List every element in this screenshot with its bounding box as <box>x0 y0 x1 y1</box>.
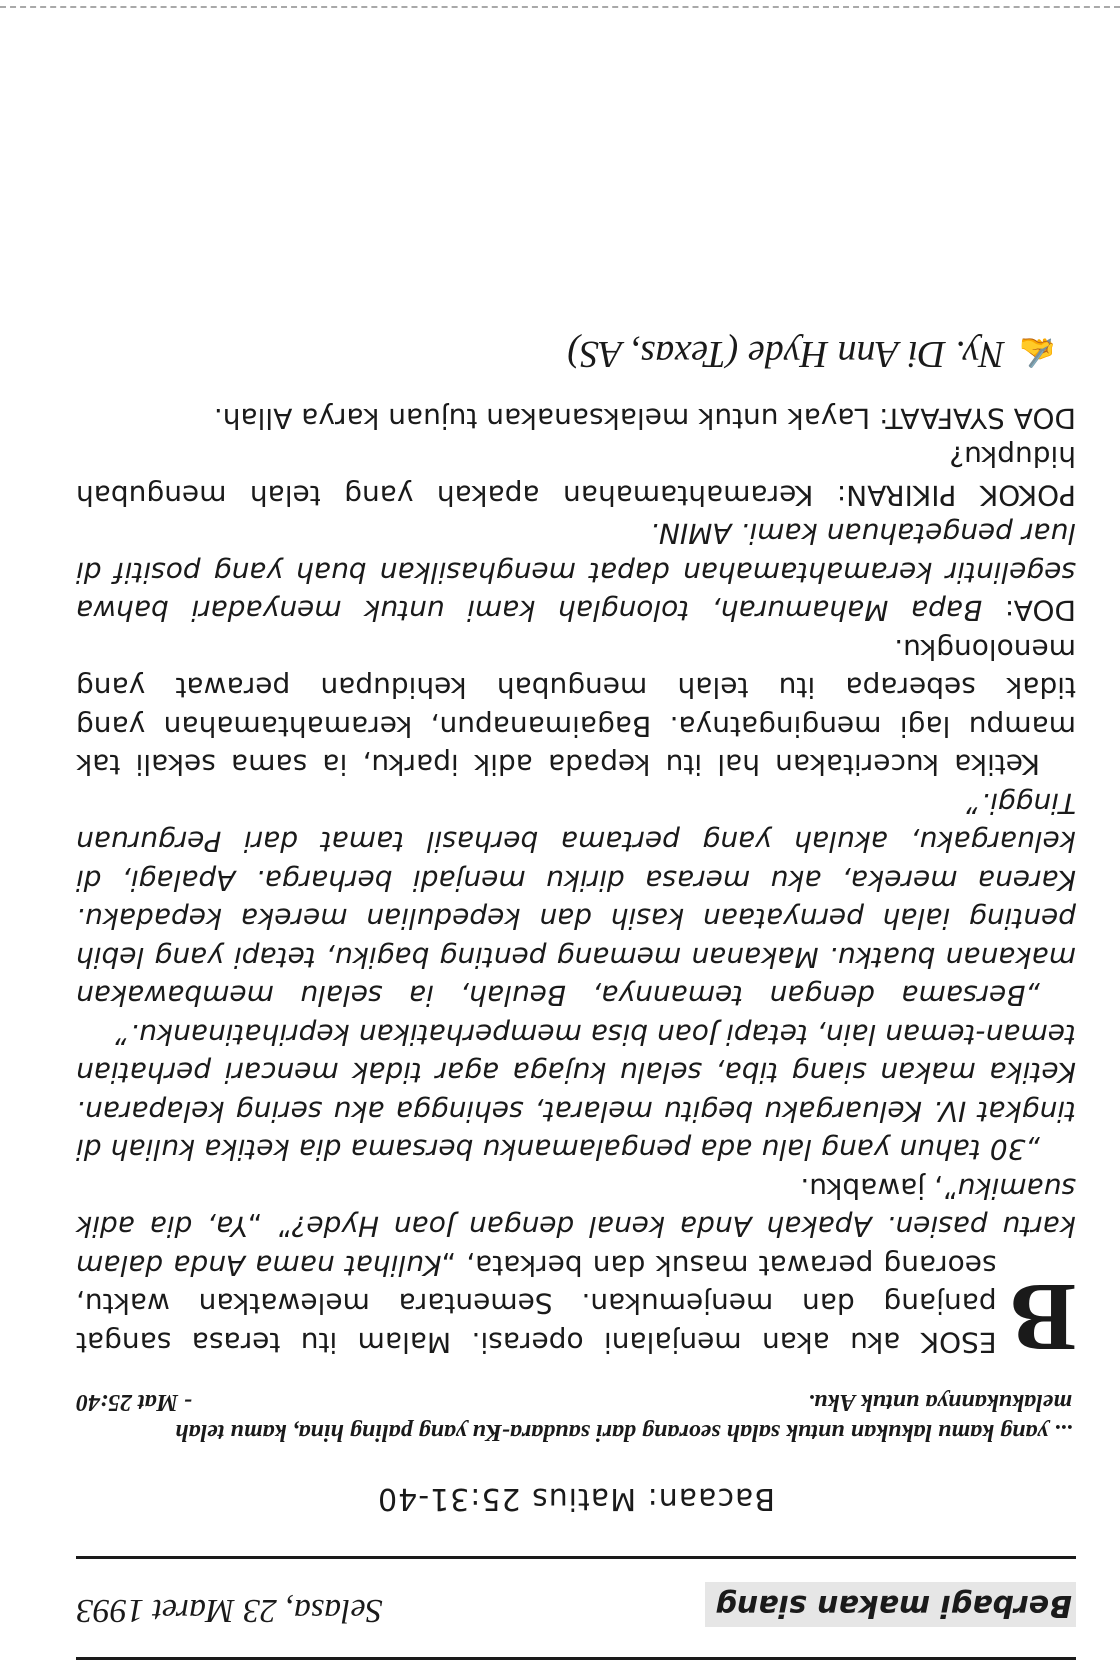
page-header <box>76 1559 1076 1637</box>
paragraph-2: „30 tahun yang lalu ada pengalamanku bersama dia ketika kuliah di tingkat IV. Keluargaku begitu melarat, sehingga aku sering kelaparan. Ketika makan siang tiba, selalu kujaga agar tidak mencari perhatian teman-teman lain, tetapi Joan bisa memperhatikan keprihatinanku.” <box>76 1018 1076 1167</box>
page-content <box>76 333 1076 1661</box>
author-name: Ny. Di Ann Hyde (Texas, AS) <box>567 333 1005 376</box>
scan-edge-line <box>0 6 1120 8</box>
author-line <box>76 333 1076 377</box>
thought-text: Keramahtamahan apakah yang telah mengubah hidupku? <box>75 440 1076 512</box>
drop-cap: B <box>1010 1263 1076 1371</box>
paragraph-1 <box>76 1169 1076 1371</box>
page-title: Berbagi makan siang <box>705 1582 1076 1627</box>
paragraph-1-text: ESOK aku akan menjalani operasi. Malam itu terasa sangat panjang dan menjemukan. Sementara melewatkan waktu, seorang perawat masuk dan berkata, „ <box>76 1249 997 1359</box>
paragraph-1-quote-2: Ya, dia adik suamiku <box>76 1172 1076 1244</box>
intercession-text: Layak untuk melaksanakan tujuan karya Allah. <box>213 402 871 435</box>
prayer-label: DOA: <box>1004 594 1076 628</box>
thought-for-the-day <box>76 437 1076 514</box>
intercession <box>76 399 1076 438</box>
key-verse-text: ... yang kamu lakukan untuk salah seorang dari saudara-Ku yang paling hina, kamu telah melakukannya untuk Aku. <box>175 1389 1072 1445</box>
story-body <box>75 399 1076 1371</box>
paragraph-1-end: ”, jawabku. <box>800 1172 958 1205</box>
paragraph-3: „Bersama dengan temannya, Beulah, ia selalu membawakan makanan buatku. Makanan memang penting bagiku, tetapi yang lebih penting ialah pernyataan kasih dan kepedulian mereka kepadaku. Karena mereka, aku merasa diriku menjadi berharga. Apalagi, di keluargaku, akulah yang pertama berhasil tamat dari Perguruan Tinggi.” <box>76 787 1076 1013</box>
paragraph-1-quote-mark: ” „ <box>247 1210 292 1244</box>
paragraph-1-quote: Kulihat nama Anda dalam kartu pasien. Apakah Anda kenal dengan Joan Hyde? <box>76 1210 1076 1282</box>
scripture-reading: Bacaan: Matius 25:31-40 <box>377 1481 775 1516</box>
page-date: Selasa, 23 Maret 1993 <box>76 1592 383 1629</box>
thought-label: POKOK PIKIRAN: <box>836 479 1076 512</box>
top-rule <box>76 1657 1076 1660</box>
paragraph-4: Ketika kuceritakan hal itu kepada adik iparku, ia sama sekali tak mampu lagi mengingatnya. Bagaimanapun, keramahtamahan yang tidak seberapa itu telah mengubah kehidupan perawat yang menolongku. <box>76 633 1076 782</box>
prayer <box>76 514 1076 630</box>
key-verse <box>76 1387 1076 1447</box>
key-verse-reference: - Mat 25:40 <box>76 1389 192 1415</box>
intercession-label: DOA SYAFAAT: <box>879 402 1076 435</box>
prayer-text: Bapa Mahamurah, tolonglah kami untuk menyadari bahwa segelintir keramahtamahan dapat menghasilkan buah yang positif di luar pengetahuan kami. AMIN. <box>76 517 1076 628</box>
pen-icon: ✍ <box>1018 335 1056 369</box>
